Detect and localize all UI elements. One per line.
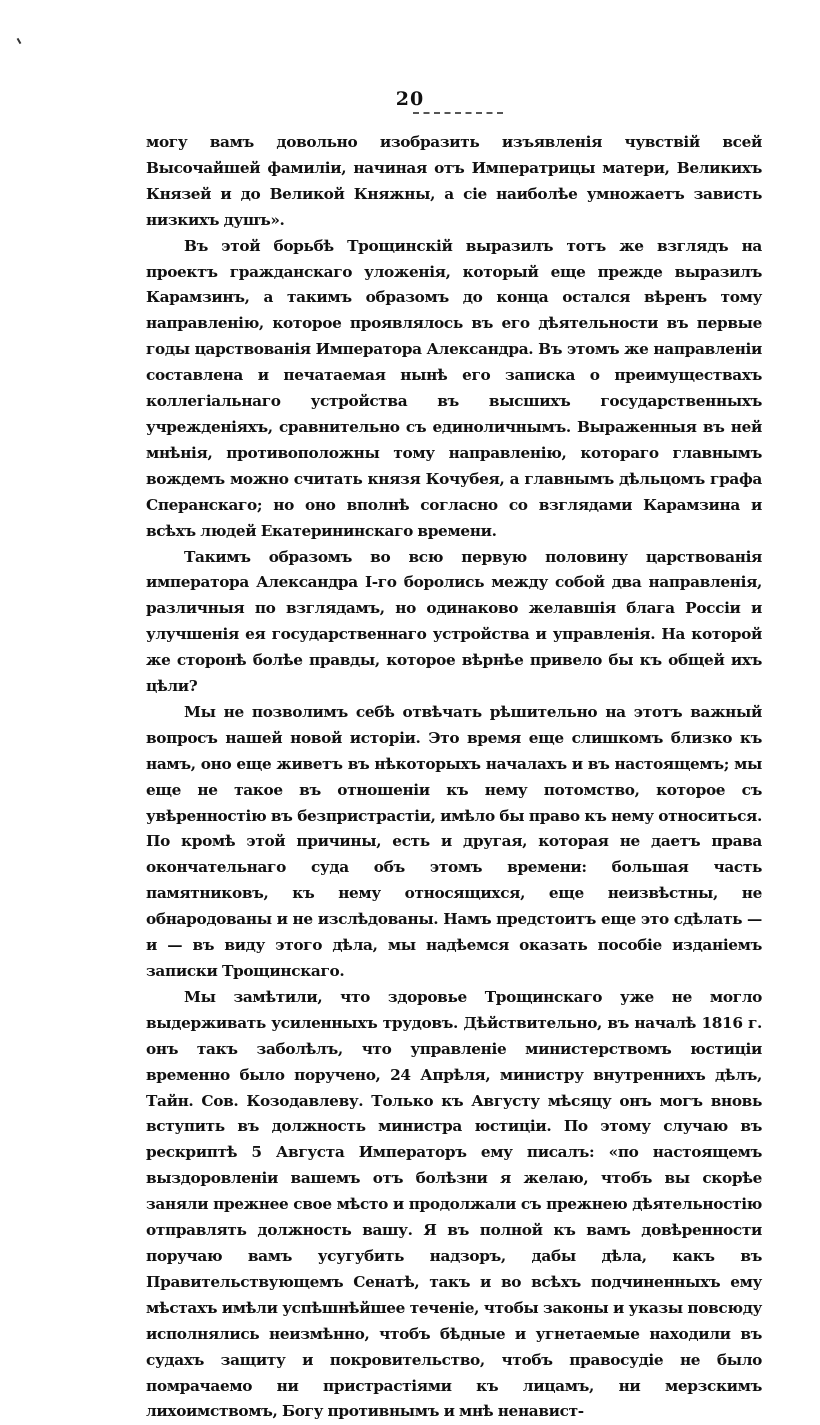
paragraph-continuation: могу вамъ довольно изобразить изъявленія чувствій всей Высочайшей фамиліи, начиная отъ Императрицы матери, Великихъ Князей и до Великой Княжны, а сіе наиболѣе умножаетъ зависть низкихъ душъ». xyxy=(146,133,762,229)
paragraph-two-directions: Такимъ образомъ во всю первую половину царствованія императора Александра I-го боролись между собой два направленія, различныя по взглядамъ, но одинаково желавшія блага Россіи и улучшенія ея государственнаго устройства и управленія. На которой же сторонѣ болѣе правды, которое вѣрнѣе привело бы къ общей ихъ цѣли? xyxy=(146,547,762,696)
page-number: 20 xyxy=(395,88,425,110)
page-body-text xyxy=(146,130,762,1425)
paragraph-troshchinsky-view: Въ этой борьбѣ Трощинскій выразилъ тотъ же взглядъ на проектъ гражданскаго уложенія, который еще прежде выразилъ Карамзинъ, а такимъ образомъ до конца остался вѣренъ тому направленію, которое проявлялось въ его дѣятельности въ первые годы царствованія Императора Александра. Въ этомъ же направленіи составлена и печатаемая нынѣ его записка о преимуществахъ коллегіальнаго устройства въ высшихъ государственныхъ учрежденіяхъ, сравнительно съ единоличнымъ. Выраженныя въ ней мнѣнія, противоположны тому направленію, котораго главнымъ вождемъ можно считать князя Кочубея, а главнымъ дѣльцомъ графа Сперанскаго; но оно вполнѣ согласно со взглядами Карамзина и всѣхъ людей Екатерининскаго времени. xyxy=(146,236,762,540)
page-number-dash-rule xyxy=(413,112,503,116)
paragraph-health-rescript: Мы замѣтили, что здоровье Трощинскаго уже не могло выдерживать усиленныхъ трудовъ. Дѣйствительно, въ началѣ 1816 г. онъ такъ заболѣлъ, что управленіе министерствомъ юстиціи временно было поручено, 24 Апрѣля, министру внутреннихъ дѣлъ, Тайн. Сов. Козодавлеву. Только къ Августу мѣсяцу онъ могъ вновь вступить въ должность министра юстиціи. По этому случаю въ рескриптѣ 5 Августа Императоръ ему писалъ: «по настоящемъ выздоровленіи вашемъ отъ болѣзни я желаю, чтобъ вы скорѣе заняли прежнее свое мѣсто и продолжали съ прежнею дѣятельностію отправлять должность вашу. Я въ полной къ вамъ довѣренности поручаю вамъ усугубить надзоръ, дабы дѣла, какъ въ Правительствующемъ Сенатѣ, такъ и во всѣхъ подчиненныхъ ему мѣстахъ имѣли успѣшнѣйшее теченіе, чтобы законы и указы повсюду исполнялись неизмѣнно, чтобъ бѣдные и угнетаемые находили въ судахъ защиту и покровительство, чтобъ правосудіе не было помрачаемо ни пристрастіями къ лицамъ, ни мерзскимъ лихоимствомъ, Богу противнымъ и мнѣ ненавист- xyxy=(146,987,762,1421)
scan-speck-mark xyxy=(17,38,22,44)
paragraph-history-question: Мы не позволимъ себѣ отвѣчать рѣшительно на этотъ важный вопросъ нашей новой исторіи. Это время еще слишкомъ близко къ намъ, оно еще живетъ въ нѣкоторыхъ началахъ и въ настоящемъ; мы еще не такое въ отношеніи къ нему потомство, которое съ увѣренностію въ безпристрастіи, имѣло бы право къ нему относиться. По кромѣ этой причины, есть и другая, которая не даетъ права окончательнаго суда объ этомъ времени: большая часть памятниковъ, къ нему относящихся, еще неизвѣстны, не обнародованы и не изслѣдованы. Намъ предстоитъ еще это сдѣлать — и — въ виду этого дѣла, мы надѣемся оказать пособіе изданіемъ записки Трощинскаго. xyxy=(146,702,762,980)
